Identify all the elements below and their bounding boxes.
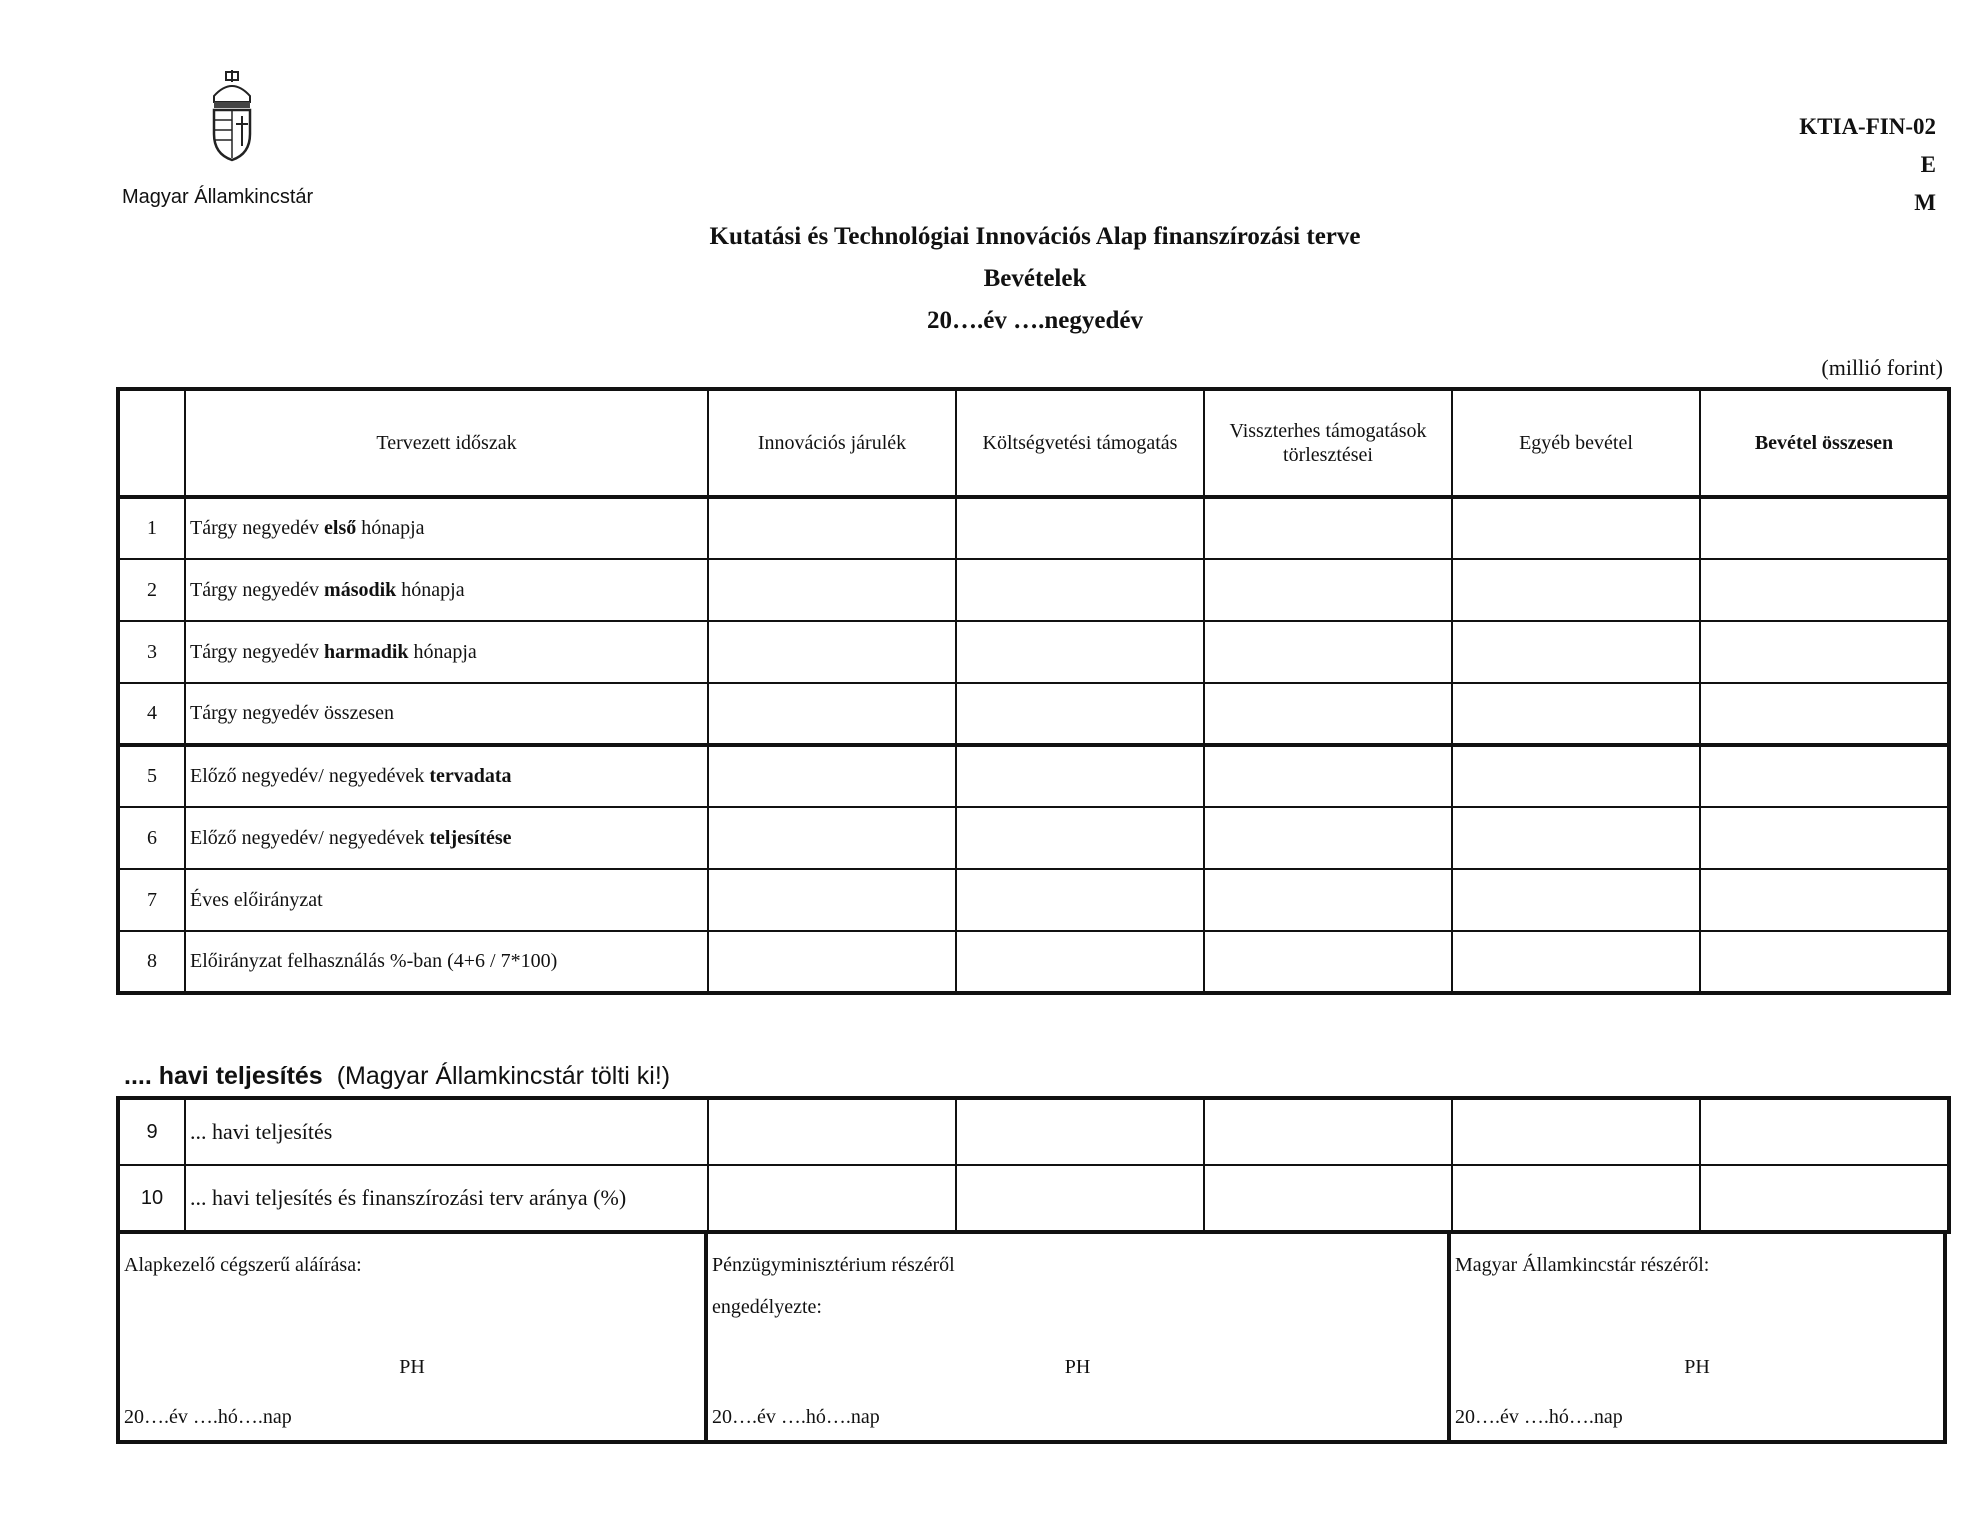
input-cell[interactable] xyxy=(1452,1098,1700,1165)
table-header-row xyxy=(118,389,1949,497)
stamp-placeholder: PH xyxy=(399,1356,425,1378)
row-number: 1 xyxy=(118,497,185,559)
table-row xyxy=(118,807,1949,869)
input-cell[interactable] xyxy=(708,621,956,683)
table-row xyxy=(118,621,1949,683)
row-label: Előirányzat felhasználás %-ban (4+6 / 7*100) xyxy=(185,931,708,993)
input-cell[interactable] xyxy=(1700,621,1949,683)
form-code-line: E xyxy=(1920,152,1936,177)
header-cell-other-revenue: Egyéb bevétel xyxy=(1452,389,1700,497)
table-row xyxy=(118,1098,1949,1165)
input-cell[interactable] xyxy=(956,745,1204,807)
signature-date: 20….év ….hó….nap xyxy=(1455,1406,1623,1428)
input-cell[interactable] xyxy=(956,621,1204,683)
input-cell[interactable] xyxy=(1204,1098,1452,1165)
monthly-section-heading: .... havi teljesítés xyxy=(124,1062,323,1090)
form-code xyxy=(1799,108,1936,222)
header-cell-total-revenue: Bevétel összesen xyxy=(1700,389,1949,497)
signature-caption: Pénzügyminisztérium részéről engedélyezte: xyxy=(712,1254,955,1318)
header-cell-number xyxy=(118,389,185,497)
input-cell[interactable] xyxy=(1700,497,1949,559)
input-cell[interactable] xyxy=(1204,683,1452,745)
document-titles xyxy=(0,216,1965,342)
document-subtitle: Bevételek xyxy=(983,265,1087,292)
signature-caption: Alapkezelő cégszerű aláírása: xyxy=(124,1254,362,1276)
input-cell[interactable] xyxy=(1452,869,1700,931)
row-number: 4 xyxy=(118,683,185,745)
row-label: Tárgy negyedév összesen xyxy=(185,683,708,745)
row-number: 9 xyxy=(118,1098,185,1165)
input-cell[interactable] xyxy=(1204,559,1452,621)
row-label: Éves előirányzat xyxy=(185,869,708,931)
coat-of-arms-icon xyxy=(208,70,256,162)
input-cell[interactable] xyxy=(956,869,1204,931)
input-cell[interactable] xyxy=(1452,683,1700,745)
input-cell[interactable] xyxy=(956,1165,1204,1232)
row-label: Tárgy negyedév harmadik hónapja xyxy=(185,621,708,683)
input-cell[interactable] xyxy=(1700,869,1949,931)
row-number: 2 xyxy=(118,559,185,621)
stamp-placeholder: PH xyxy=(1684,1356,1710,1378)
row-label: Tárgy negyedév első hónapja xyxy=(185,497,708,559)
header-cell-budget-support: Költségvetési támogatás xyxy=(956,389,1204,497)
row-label: Tárgy negyedév második hónapja xyxy=(185,559,708,621)
input-cell[interactable] xyxy=(708,931,956,993)
input-cell[interactable] xyxy=(1700,931,1949,993)
table-row xyxy=(118,869,1949,931)
table-row xyxy=(118,683,1949,745)
input-cell[interactable] xyxy=(708,869,956,931)
input-cell[interactable] xyxy=(956,683,1204,745)
monthly-section-title xyxy=(124,1062,670,1091)
header-cell-innovation-contribution: Innovációs járulék xyxy=(708,389,956,497)
input-cell[interactable] xyxy=(1452,807,1700,869)
input-cell[interactable] xyxy=(956,931,1204,993)
table-row xyxy=(118,497,1949,559)
table-row xyxy=(118,931,1949,993)
table-row xyxy=(118,559,1949,621)
input-cell[interactable] xyxy=(1204,1165,1452,1232)
row-number: 8 xyxy=(118,931,185,993)
input-cell[interactable] xyxy=(956,497,1204,559)
unit-label: (millió forint) xyxy=(1821,355,1943,380)
input-cell[interactable] xyxy=(1700,1165,1949,1232)
row-number: 6 xyxy=(118,807,185,869)
signature-block-ministry[interactable] xyxy=(706,1232,1451,1444)
input-cell[interactable] xyxy=(708,683,956,745)
form-code-line: M xyxy=(1914,190,1936,215)
signature-date: 20….év ….hó….nap xyxy=(124,1406,292,1428)
input-cell[interactable] xyxy=(956,559,1204,621)
input-cell[interactable] xyxy=(1204,807,1452,869)
row-number: 10 xyxy=(118,1165,185,1232)
input-cell[interactable] xyxy=(708,745,956,807)
input-cell[interactable] xyxy=(708,807,956,869)
table-row xyxy=(118,745,1949,807)
input-cell[interactable] xyxy=(708,497,956,559)
signature-caption: Magyar Államkincstár részéről: xyxy=(1455,1254,1710,1276)
input-cell[interactable] xyxy=(708,559,956,621)
input-cell[interactable] xyxy=(1700,745,1949,807)
signature-block-fund-manager[interactable] xyxy=(116,1232,708,1444)
input-cell[interactable] xyxy=(1452,931,1700,993)
input-cell[interactable] xyxy=(1204,869,1452,931)
input-cell[interactable] xyxy=(1700,683,1949,745)
input-cell[interactable] xyxy=(1204,497,1452,559)
stamp-placeholder: PH xyxy=(1064,1356,1091,1378)
form-code-line: KTIA-FIN-02 xyxy=(1799,114,1936,139)
input-cell[interactable] xyxy=(1204,931,1452,993)
header-cell-period: Tervezett időszak xyxy=(185,389,708,497)
input-cell[interactable] xyxy=(708,1165,956,1232)
plan-table xyxy=(116,387,1951,995)
input-cell[interactable] xyxy=(1204,745,1452,807)
input-cell[interactable] xyxy=(956,807,1204,869)
input-cell[interactable] xyxy=(956,1098,1204,1165)
input-cell[interactable] xyxy=(1452,621,1700,683)
input-cell[interactable] xyxy=(1452,559,1700,621)
header-cell-repayments: Visszterhes támogatások törlesztései xyxy=(1204,389,1452,497)
row-number: 5 xyxy=(118,745,185,807)
input-cell[interactable] xyxy=(1700,559,1949,621)
row-label: ... havi teljesítés és finanszírozási terv aránya (%) xyxy=(185,1165,708,1232)
monthly-table xyxy=(116,1096,1951,1234)
row-label: Előző negyedév/ negyedévek teljesítése xyxy=(185,807,708,869)
input-cell[interactable] xyxy=(1452,745,1700,807)
row-number: 3 xyxy=(118,621,185,683)
input-cell[interactable] xyxy=(1452,1165,1700,1232)
document-title: Kutatási és Technológiai Innovációs Alap finanszírozási terve xyxy=(709,223,1361,250)
monthly-section-note: (Magyar Államkincstár tölti ki!) xyxy=(336,1062,671,1090)
signature-block-treasury[interactable] xyxy=(1449,1232,1947,1444)
input-cell[interactable] xyxy=(1452,497,1700,559)
row-number: 7 xyxy=(118,869,185,931)
row-label: ... havi teljesítés xyxy=(185,1098,708,1165)
issuer-name: Magyar Államkincstár xyxy=(122,186,314,208)
signature-date: 20….év ….hó….nap xyxy=(712,1406,880,1428)
document-period: 20….év ….negyedév xyxy=(927,307,1143,334)
input-cell[interactable] xyxy=(1700,1098,1949,1165)
input-cell[interactable] xyxy=(1204,621,1452,683)
row-label: Előző negyedév/ negyedévek tervadata xyxy=(185,745,708,807)
input-cell[interactable] xyxy=(708,1098,956,1165)
input-cell[interactable] xyxy=(1700,807,1949,869)
table-row xyxy=(118,1165,1949,1232)
